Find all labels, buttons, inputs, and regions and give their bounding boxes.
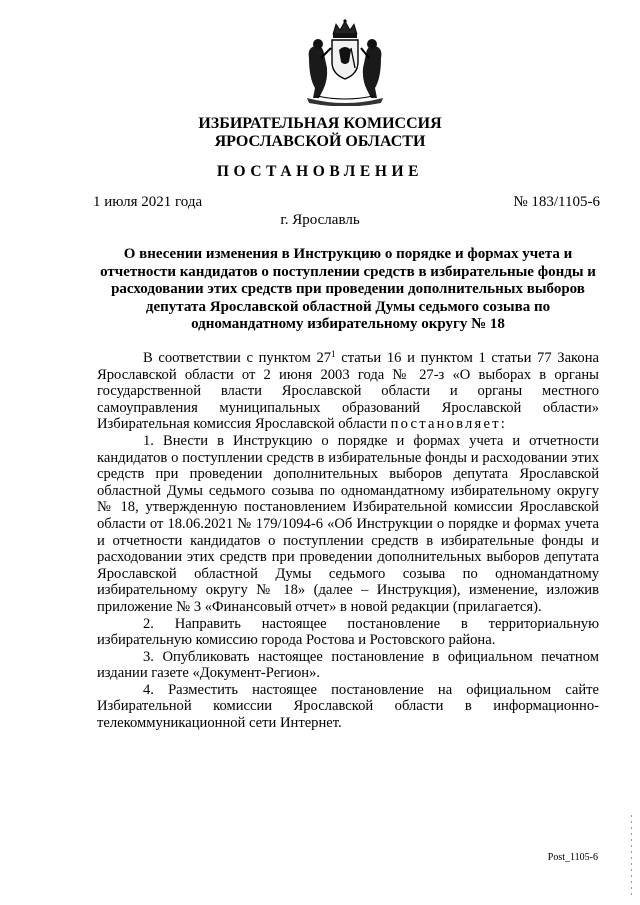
document-city: г. Ярославль bbox=[280, 212, 360, 228]
preamble-text-b: статьи 16 и пунктом 1 статьи 77 Закона Ярославской области от 2 июня 2003 года № 27-з «О выборах в органы государственной власти Ярославской области и органы местного самоуправления муниципальных образований Ярославской области» Избирательная комиссия Ярославской области bbox=[97, 350, 599, 433]
document-body bbox=[97, 350, 599, 732]
item-3-paragraph: 3. Опубликовать настоящее постановление в официальном печатном издании газете «Документ-Регион». bbox=[97, 648, 599, 682]
item-2-paragraph: 2. Направить настоящее постановление в территориальную избирательную комиссию города Ростова и Ростовского района. bbox=[97, 615, 599, 649]
organization-name-line1: ИЗБИРАТЕЛЬНАЯ КОМИССИЯ bbox=[198, 115, 442, 132]
footer-code: Post_1105-6 bbox=[547, 852, 598, 863]
document-subject: О внесении изменения в Инструкцию о порядке и формах учета и отчетности кандидатов о поступлении средств в избирательные фонды и расходовании этих средств при проведении дополнительных выборов депутата Ярославской областной Думы седьмого созыва по одномандатному избирательному округу № 18 bbox=[100, 246, 596, 333]
document-type: ПОСТАНОВЛЕНИЕ bbox=[216, 163, 424, 180]
preamble-superscript: 1 bbox=[331, 349, 336, 359]
preamble-paragraph bbox=[97, 350, 599, 433]
organization-name-line2: ЯРОСЛАВСКОЙ ОБЛАСТИ bbox=[214, 133, 426, 150]
document-number: № 183/1105-6 bbox=[513, 194, 600, 210]
item-4-paragraph: 4. Разместить настоящее постановление на официальном сайте Избирательной комиссии Ярославской области в информационно-телекоммуникационной сети Интернет. bbox=[97, 681, 599, 732]
document-date: 1 июля 2021 года bbox=[93, 194, 203, 210]
preamble-text-a: В соответствии с пунктом 27 bbox=[143, 350, 332, 366]
decree-word: постановляет bbox=[390, 416, 501, 433]
scan-edge-mark bbox=[631, 815, 632, 895]
coat-of-arms-icon bbox=[299, 18, 391, 106]
item-1-paragraph: 1. Внести в Инструкцию о порядке и формах учета и отчетности кандидатов о поступлении средств в избирательные фонды и расходовании этих средств при проведении дополнительных выборов депутата Ярославской областной Думы седьмого созыва по одномандатному избирательному округу № 18, утвержденную постановлением Избирательной комиссии Ярославской области от 18.06.2021 № 179/1094-6 «Об Инструкции о порядке и формах учета и отчетности кандидатов о поступлении средств в избирательные фонды и расходовании этих средств при проведении дополнительных выборов депутата Ярославской областной Думы седьмого созыва по одномандатному избирательному округу № 18» (далее – Инструкция), изменение, изложив приложение № 3 «Финансовый отчет» в новой редакции (прилагается). bbox=[97, 432, 599, 615]
decree-colon: : bbox=[500, 416, 505, 433]
